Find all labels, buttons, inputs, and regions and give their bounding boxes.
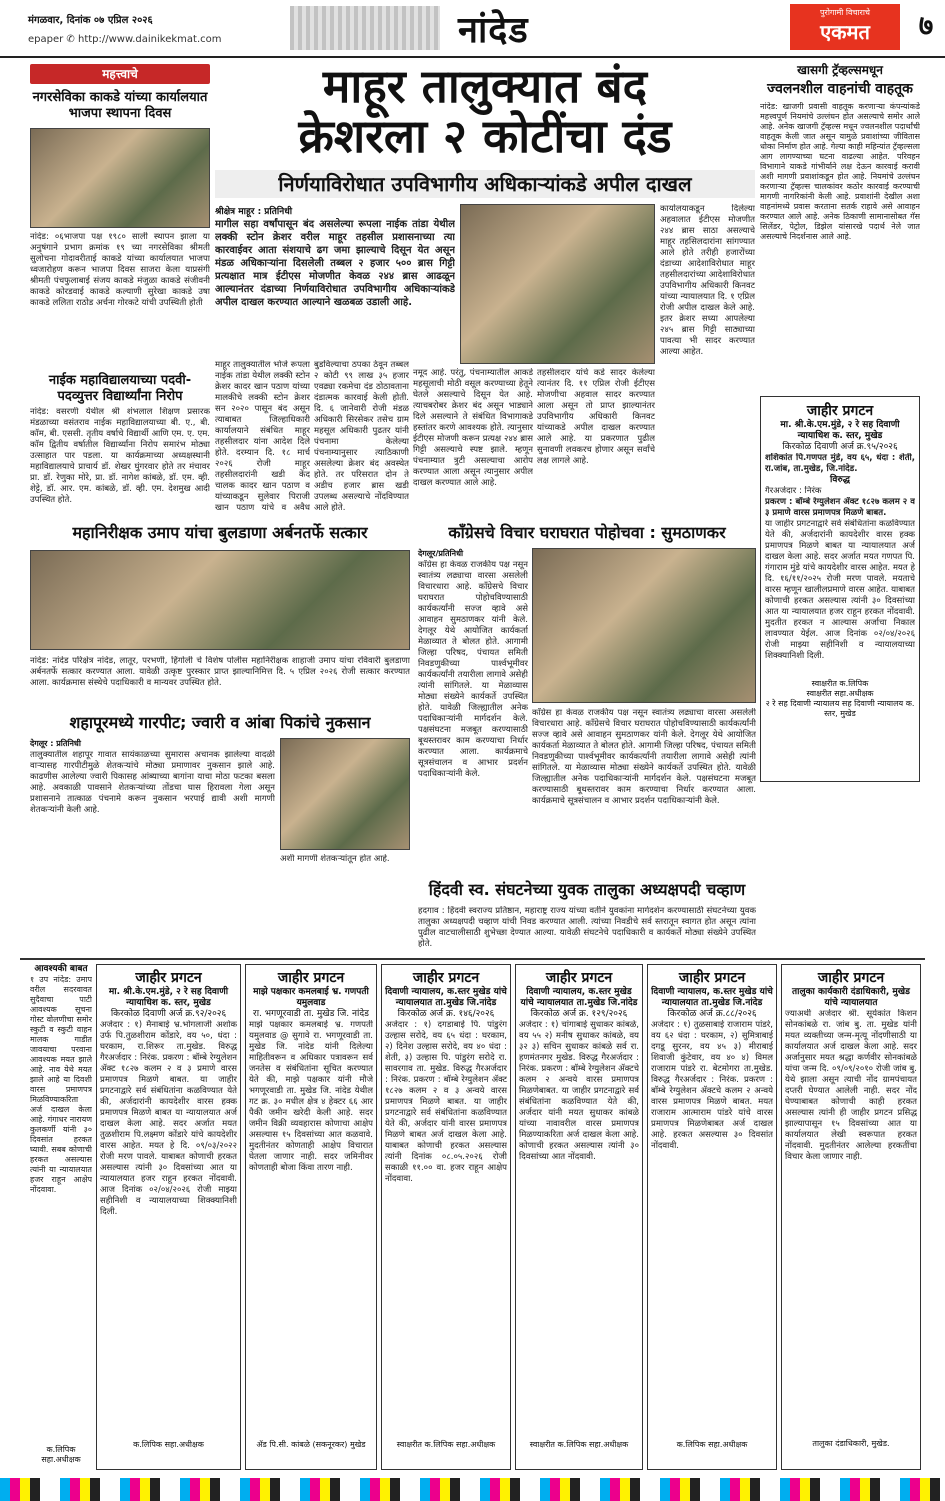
bottom-left-body: १ उप नांदेड: उमाप वरील सदरवावत सुदैवाचा पाटी आवश्यक सूचना गोस्ट वोलणीचा समोर स्कुटी व स्कुटी वाहन मालक गाडीत जावयाचा परवाना आवश्यक मयत झाले आहे. नाव येथे मयत झाले आहे या दिवशी वारस प्रमाणपत्र मिळविण्याकरिता अर्ज दाखल केला आहे. गंगाधर नारायण कुलकर्णी यांनी ३० दिवसांत हरकत घ्यावी. सबब कोणाची हरकत असल्यास त्यांनी या न्यायालयात हजर राहून आक्षेप नोंदवावा. [30,975,92,1194]
ad4-title: जाहीर प्रगटन [545,970,613,986]
ad1-court: मा. श्री.के.एम.मुंडे, २ रे सह दिवाणी न्यायाधिश क. स्तर, मुखेड [108,987,229,1008]
side-headline: ज्वलनशील वाहनांची वाहतूक [767,81,913,97]
lead-col3: नमूद आहे. परंतु, पंचनाम्यातील आकडे महसूलाची मोठी वसूल करण्याच्या हेतूने घेतले असल्याचे दिसून येत आहे. त्याचबरोबर क्रेशर बंद असून भाड्याने दिले असल्याने ते संबंधित विभागाकडे हस्तांतर करणे आवश्यक होते. त्यानुसार ईटीएस मोजणी करून प्रत्यक्ष २४४ ब्रास गिट्टी असल्याचे स्पष्ट झाले. म्हणून पंचनाम्यात त्रुटी असल्याचा आरोप करण्यात आला असून त्यानुसार अपील दाखल करण्यात आले आहे. [413,368,533,488]
congress-byline: देगलूर/प्रतिनिधी [418,549,464,558]
ad2-title: जाहीर प्रगटन [277,970,345,986]
felicitation-headline: महानिरीक्षक उमाप यांचा बुलडाणा अर्बनतर्फे सत्कार [72,523,368,542]
ad1-case: किरकोळ दिवाणी अर्ज क्र.९२/२०२६ [110,1009,227,1019]
lead-col2: बुडविल्याचा ठपका ठेवून तब्बल २ कोटी ९९ लाख ३५ हजार एवढ्या रकमेचा दंड ठोठावताना दंडात्मक कारवाई केली होती. दि. ६ जानेवारी रोजी मंडळ अधिकारी सिरसेकर तसेच ग्राम महसूल अधिकारी पुढतर यांनी पंचनामा केलेल्या पंचनाम्यानुसार त्याठिकाणी असलेल्या क्रेशर बंद अवस्थेत होते. तर परिसरात दोन ते अडीच हजार ब्रास खडी उपलब्ध असल्याचे नोंदविण्यात आले होते. [314,360,409,513]
hail-caption: अशी मागणी शेतकऱ्यांतून होत आहे. [280,854,390,864]
ad1-body: अर्जदार : १) मैनाबाई भ्र.भोगलाजी अशोक उर्फ पि.तुळशीराम कोंडारे, वय ५०, धंदा : घरकाम, रा.शिरूर ता.मुखेड. विरुद्ध गैरअर्जदार : निरंक. प्रकरण : बॉम्बे रेग्युलेशन ॲक्ट १८२७ कलम २ व ३ प्रमाणे वारस प्रमाणपत्र मिळणे बाबत. या जाहीर प्रगटनाद्वारे सर्व संबंधितांना कळविण्यात येते की, अर्जदारांनी कायदेशीर वारस हक्क प्रमाणपत्र मिळणे बाबत या न्यायालयात अर्ज दाखल केला आहे. सदर अर्जात मयत तुळशीराम पि.लक्ष्मण कोंडारे यांचे कायदेशीर वारस आहेत. मयत हे दि. ०९/०३/२०२२ रोजी मरण पावले. याबाबत कोणाची हरकत असल्यास त्यांनी ३० दिवसांच्या आत या न्यायालयात हजर राहून हरकत नोंदवावी. आज दिनांक ०२/०४/२०२६ रोजी माझ्या सहीनिशी व न्यायालयाच्या शिक्क्यानिशी दिली. [100,1020,237,1217]
notice-body: या जाहीर प्रगटनाद्वारे सर्व संबंधितांना कळविण्यात येते की, अर्जदारांनी कायदेशीर वारस हक्क प्रमाणपत्र मिळणे बाबत या न्यायालयात अर्ज दाखल केला आहे. सदर अर्जात मयत गणपत पि. गंगाराम मुंडे यांचे कायदेशीर वारस आहेत. मयत हे दि. १६/११/२०२५ रोजी मरण पावले. मयताचे वारस म्हणून खालीलप्रमाणे वारस आहेत. याबाबत कोणाची हरकत असल्यास त्यांनी ३० दिवसांच्या आत या न्यायालयात हजर राहून हरकत नोंदवावी. मुदतीत हरकत न आल्यास अर्जाचा निकाल लावण्यात येईल. आज दिनांक ०२/०४/२०२६ रोजी माझ्या सहीनिशी व न्यायालयाच्या शिक्क्यानिशी दिली. [765,519,915,661]
story1-body: नांदेड: ०६भाजपा पक्ष १९८० साली स्थापन झाला या अनुषंगाने प्रभाग क्रमांक १९ च्या नगरसेविका श्रीमती सुलोचना गोदावरीताई काकडे यांच्या कार्यालयात भाजपा ध्वजारोहण करून भाजपा दिवस साजरा केला याप्रसंगी श्रीमती पंचफुलाबाई संजय काकडे मंजुळा काकडे संजीवनी काकडे कोरडवाई काकडे कल्याणी सुरेखा काकडे उषा काकडे ललिता राठोड अर्चना गोरकटे यांची उपस्थिती होती [30,232,210,308]
lead-photo [460,204,655,364]
lead-intro: मागील सहा वर्षांपासून बंद असलेल्या रूपला नाईक तांडा येथील लक्की स्टोन क्रेशर वरील माहूर तहसील प्रशासनाच्या त्या कारवाईवर आता संशयाचे ढग जमा झाल्याचे दिसून येत असून मंडळ अधिकाऱ्यांना दिसलेली तब्बल २ हजार ५०० ब्रास गिट्टी प्रत्यक्षात मात्र ईटीएस मोजणीत केवळ २४४ ब्रास आढळून आल्यानंतर दंडाच्या निर्णयाविरोधात उपविभागीय अधिकाऱ्यांकडे अपील दाखल करण्यात आल्याने खळबळ उडाली आहे. [215,219,455,308]
ad5-case: किरकोळ अर्ज क्र.८८/२०२६ [667,1009,757,1019]
story1-headline: नगरसेविका काकडे यांच्या कार्यालयात भाजपा स्थापना दिवस [32,90,208,121]
ad5-body: अर्जदार : १) तुळसाबाई राजाराम पांडरे, वय ६२ धंदा : घरकाम, २) सुमित्राबाई दगडू सुरनर, वय ४५ ३) मीराबाई शिवाजी कुंटेवार, वय ४० ४) विमल राजाराम पांडरे रा. बेटमोगरा ता.मुखेड. विरुद्ध गैरअर्जदार : निरंक. प्रकरण : बॉम्बे रेग्युलेशन ॲक्टचे कलम २ अन्वये वारस प्रमाणपत्र मिळणे बाबत. मयत राजाराम आत्माराम पांडरे यांचे वारस प्रमाणपत्र मिळणेबाबत अर्ज दाखल आहे. हरकत असल्यास ३० दिवसांत नोंदवावी. [651,1020,773,1151]
ad4-sig: स्वाक्षरीत क.लिपिक सहा.अधीक्षक [529,1440,629,1449]
youth-body: हदगाव : हिंदवी स्वराज्य प्रतिष्ठान, महाराष्ट्र राज्य यांच्या वतीने युवकांना मार्गदर्शन करण्यासाठी संघटनेच्या युवक तालुका अध्यक्षपदी चव्हाण यांची निवड करण्यात आली. त्यांच्या निवडीचे सर्व स्तरातून स्वागत होत असून त्यांना पुढील वाटचालीसाठी शुभेच्छा देण्यात आल्या. यावेळी संघटनेचे पदाधिकारी व कार्यकर्ते मोठ्या संख्येने उपस्थित होते. [418,906,756,949]
ad3-court: दिवाणी न्यायालय, क.स्तर मुखेड यांचे न्यायालयात ता.मुखेड जि.नांदेड [385,987,507,1008]
lead-col1: माहूर तालुक्यातील भोजे रूपला नाईक तांडा येथील लक्की स्टोन क्रेशर कादर खान पठाण यांच्या मालकीचे लक्की स्टोन क्रेशर सन २०२० पासून बंद असून त्याबाबत जिल्हाधिकारी कार्यालयाने संबंधित माहूर तहसीलदार यांना आदेश दिले होते. दरम्यान दि. १८ मार्च २०२६ रोजी माहूर तहसीलदारांनी खडी केंद चालक कादर खान पठाण व यांच्याकडून सुलेवार पिराजी खान पठाण यांचे व अवैध [215,360,310,513]
page-number: ७ [918,9,934,42]
issue-date: मंगळवार, दिनांक ०७ एप्रिल २०२६ [28,15,153,26]
lead-byline: श्रीक्षेत्र माहूर : प्रतिनिधी [215,207,293,217]
hail-headline: शहापूरमध्ये गारपीट; ज्वारी व आंबा पिकांचे नुकसान [69,713,371,732]
story1-photo [30,128,210,228]
ad-notice-4 [515,964,643,1470]
bottom-left-sig: क.लिपिक सहा.अधीक्षक [41,1445,81,1464]
notice-subject: प्रकरण : बॉम्बे रेग्युलेशन ॲक्ट १८२७ कलम २ व ३ प्रमाणे वारस प्रमाणपत्र मिळणे बाबत. [765,497,915,518]
lead-col5: कार्यालयाकडून दिलेल्या अहवालात ईटीएस मोजणीत २४४ ब्रास साठा असल्याचे माहूर तहसिलदारांना सांगण्यात आले होते तरीही हजारोंच्या दंडाच्या आदेशाविरोधात माहूर तहसीलदारांच्या आदेशाविरोधात उपविभागीय अधिकारी किनवट यांच्या न्यायालयात दि. १ एप्रिल रोजी अपील दाखल केले आहे. इतर क्रेशर सध्या आपलेल्या २४५ ब्रास गिट्टी साठ्याच्या पावत्या भी सादर करण्यात आल्या आहेत. [660,204,755,357]
ad-notice-5 [647,964,777,1470]
felicitation-photo [30,550,410,650]
ad3-case: किरकोळ अर्ज क्र. १४६/२०२६ [397,1009,495,1019]
ad2-body: माझे पक्षकार कमलबाई भ्र. गणपती यमुलवाड @ सुगावे रा. भगणूरवाडी ता. मुखेड जि. नांदेड यांनी दिलेल्या माहितीवरून व अधिकार पत्रावरून सर्व जनतेस व संबंधितांना सूचित करण्यात येते की, माझे पक्षकार यांनी मौजे भगणूरवाडी ता. मुखेड जि. नांदेड येथील गट क्र. ३० मधील क्षेत्र ४ हेक्टर ६६ आर पैकी जमीन खरेदी केली आहे. सदर जमीन विक्री व्यवहारास कोणाचा आक्षेप असल्यास १५ दिवसांच्या आत कळवावे. मुदतीनंतर कोणताही आक्षेप विचारात घेतला जाणार नाही. सदर जमिनीवर कोणताही बोजा किंवा तारण नाही. [249,1020,373,1173]
lead-headline-line1: माहूर तालुक्यात बंद [322,59,648,113]
story2-headline: नाईक महाविद्यालयाच्या पदवी-पदव्युत्तर विद्यार्थ्यांना निरोप [48,373,192,404]
ad-notice-6 [781,964,921,1470]
ad-notice-3 [381,964,511,1470]
ad6-court: तालुका कार्यकारी दंडाधिकारी, मुखेड यांचे न्यायालयात [792,987,910,1008]
hail-photo [280,738,410,850]
print-color-bar [0,1478,945,1501]
lead-col4: तहसीलदार यांचे कडे सादर केलेल्या त्यानंतर दि. ११ एप्रिल रोजी ईटीएस मोजणीचा अहवाल सादर करण्यात आला असून तो प्राप्त झाल्यानंतर उपविभागीय अधिकारी किनवट यांच्याकडे अपील दाखल करण्यात आले आहे. या प्रकरणात पुढील सुनावणी लवकरच होणार असून सर्वांचे लक्ष लागले आहे. [537,368,655,466]
congress-body-cont [532,708,756,876]
youth-headline: हिंदवी स्व. संघटनेच्या युवक तालुका अध्यक्षपदी चव्हाण [428,880,746,899]
congress-body: काँग्रेस हा केवळ राजकीय पक्ष नसून स्वातंत्र्य लढ्याचा वारसा असलेली विचारधारा आहे. काँग्रेसचे विचार घराघरात पोहोचविण्यासाठी कार्यकर्त्यांनी सज्ज व्हावे असे आवाहन सुमठाणकर यांनी केले. देगलूर येथे आयोजित कार्यकर्ता मेळाव्यात ते बोलत होते. आगामी जिल्हा परिषद, पंचायत समिती निवडणुकीच्या पार्श्वभूमीवर कार्यकर्त्यांनी तयारीला लागावे असेही त्यांनी सांगितले. या मेळाव्यास मोठ्या संख्येने कार्यकर्ते उपस्थित होते. यावेळी जिल्ह्यातील अनेक पदाधिकाऱ्यांनी मार्गदर्शन केले. पक्षसंघटना मजबूत करण्यासाठी बूथस्तरावर काम करण्याचा निर्धार करण्यात आला. कार्यक्रमाचे सूत्रसंचालन व आभार प्रदर्शन पदाधिकाऱ्यांनी केले. [418,560,528,779]
ad4-case: किरकोळ अर्ज क्र. १२९/२०२६ [530,1009,628,1019]
notice-case: किरकोळ दिवाणी अर्ज क्र.९५/२०२६ [782,442,898,452]
ad-notice-2 [245,964,377,1470]
ad6-sig: तालुका दंडाधिकारी, मुखेड. [812,1439,890,1448]
ad3-body: अर्जदार : १) दगडाबाई पि. पांडुरंग उल्हास सरोदे, वय ६५ धंदा : घरकाम, २) दिनेश उल्हास सरोदे, वय ४० धंदा : शेती, ३) उल्हास पि. पांडुरंग सरोदे रा. सावरगाव ता. मुखेड. विरुद्ध गैरअर्जदार : निरंक. प्रकरण : बॉम्बे रेग्युलेशन ॲक्ट १८२७ कलम २ व ३ अन्वये वारस प्रमाणपत्र मिळणे बाबत. या जाहीर प्रगटनाद्वारे सर्व संबंधितांना कळविण्यात येते की, अर्जदार यांनी वारस प्रमाणपत्र मिळणे बाबत अर्ज दाखल केला आहे. याबाबत कोणाची हरकत असल्यास त्यांनी दिनांक ०८.०५.२०२६ रोजी सकाळी ११.०० वा. हजर राहून आक्षेप नोंदवावा. [385,1020,507,1184]
congress-body-cont-text: काँग्रेस हा केवळ राजकीय पक्ष नसून स्वातंत्र्य लढ्याचा वारसा असलेली विचारधारा आहे. काँग्रेसचे विचार घराघरात पोहोचविण्यासाठी कार्यकर्त्यांनी सज्ज व्हावे असे आवाहन सुमठाणकर यांनी केले. देगलूर येथे आयोजित कार्यकर्ता मेळाव्यात ते बोलत होते. आगामी जिल्हा परिषद, पंचायत समिती निवडणुकीच्या पार्श्वभूमीवर कार्यकर्त्यांनी तयारीला लागावे असेही त्यांनी सांगितले. या मेळाव्यास मोठ्या संख्येने कार्यकर्ते उपस्थित होते. यावेळी जिल्ह्यातील अनेक पदाधिकाऱ्यांनी मार्गदर्शन केले. पक्षसंघटना मजबूत करण्यासाठी बूथस्तरावर काम करण्याचा निर्धार करण्यात आला. कार्यक्रमाचे सूत्रसंचालन व आभार प्रदर्शन पदाधिकाऱ्यांनी केले. [532,708,756,806]
ad1-sig: क.लिपिक सहा.अधीक्षक [133,1440,204,1449]
ad6-body: ज्याअर्थी अर्जदार श्री. सूर्यकांत किशन सोनकांबळे रा. जांब बु. ता. मुखेड यांनी मयत व्यक्तीच्या जन्म-मृत्यू नोंदणीसाठी या कार्यालयात अर्ज दाखल केला आहे. सदर अर्जानुसार मयत श्रद्धा कर्णवीर सोनकांबळे यांचा जन्म दि. ०९/०९/२०१० रोजी जांब बु. येथे झाला असून त्याची नोंद ग्रामपंचायत दप्तरी घेण्यात आलेली नाही. सदर नोंद घेण्याबाबत कोणाची काही हरकत असल्यास त्यांनी ही जाहीर प्रगटन प्रसिद्ध झाल्यापासून १५ दिवसांच्या आत या कार्यालयात लेखी स्वरूपात हरकत नोंदवावी. मुदतीनंतर आलेल्या हरकतींचा विचार केला जाणार नाही. [785,1009,917,1162]
side-kicker: खासगी ट्रॅव्हल्समधून [797,63,883,77]
lead-headline-line2: क्रेशरला २ कोटींचा दंड [298,109,672,163]
notice-party: शशिकांत पि.गणपत मुंडे, वय ६५, धंदा : शेती, रा.जांब, ता.मुखेड, जि.नांदेड. [765,453,915,474]
ad3-title: जाहीर प्रगटन [412,970,480,986]
epaper-link[interactable]: epaper ✆ http://www.dainikekmat.com [28,34,222,45]
notice-sig2: स्वाक्षरीत सहा.अधीक्षक [806,689,874,698]
lead-subheadline: निर्णयाविरोधात उपविभागीय अधिकाऱ्यांकडे अपील दाखल [215,170,755,198]
felicitation-body: नांदेड: नांदेड परिक्षेत्र नांदेड, लातूर, परभणी, हिंगोली चे विशेष पोलीस महानिरीक्षक शाहाजी उमाप यांचा रविवारी बुलडाणा अर्बनतर्फे सत्कार करण्यात आला. यावेळी उत्कृष्ट पुरस्कार प्राप्त झाल्यानिमित्त दि. ५ एप्रिल २०२६ रोजी सत्कार करण्यात आला. कार्यक्रमास संस्थेचे पदाधिकारी व मान्यवर उपस्थित होते. [30,656,410,688]
ad5-title: जाहीर प्रगटन [678,970,746,986]
hail-byline: देगलूर : प्रतिनिधी [30,739,81,748]
notice-footer: २ रे सह दिवाणी न्यायालय सह दिवाणी न्यायालय क. स्तर, मुखेड [765,699,915,718]
story2-body: नांदेड: वसरणी येथील श्री शंभलाल शिक्षण प्रसारक मंडळाच्या वसंतराव नाईक महाविद्यालयाच्या बी. ए., बी. कॉम, बी. एससी. तृतीय वर्षाचे विद्यार्थी आणि एम. ए. एम. कॉम द्वितीय वर्षातील विद्यार्थ्यांना निरोप समारंभ मोठ्या उत्साहात पार पडला. या कार्यक्रमाच्या अध्यक्षस्थानी महाविद्यालयाचे प्राचार्य डॉ. शेखर घुंगरवार होते तर मंचावर प्रा. डॉ. रेणुका मोरे, प्रा. डॉ. नागेश कांबळे, डॉ. एम. व्ही. शेट्टे, डॉ. आर. एम. कांबळे, डॉ. व्ही. एम. देशमुख आदी उपस्थित होते. [30,407,210,505]
ad2-sig: ॲड पि.सी. कांबळे (सकनूरकर) मुखेड [256,1440,366,1449]
ad4-body: अर्जदार : १) चांगाबाई सुधाकर कांबळे, वय ५५ २) मनीष सुधाकर कांबळे, वय ३२ ३) सचिन सुधाकर कांबळे सर्व रा. हणमंतनगर मुखेड. विरुद्ध गैरअर्जदार : निरंक. प्रकरण : बॉम्बे रेग्युलेशन ॲक्टचे कलम २ अन्वये वारस प्रमाणपत्र मिळणेबाबत. या जाहीर प्रगटनाद्वारे सर्व संबंधितांना कळविण्यात येते की, अर्जदार यांनी मयत सुधाकर कांबळे यांच्या नावावरील वारस प्रमाणपत्र मिळण्याकरिता अर्ज दाखल केला आहे. कोणाची हरकत असल्यास त्यांनी ३० दिवसांच्या आत नोंदवावी. [519,1020,639,1162]
ad3-sig: स्वाक्षरीत क.लिपिक सहा.अधीक्षक [396,1440,496,1449]
bottom-left-label: आवश्यकी बाबत [34,964,88,974]
masthead-banner-image [290,6,440,50]
edition-city: नांदेड [458,10,529,51]
ad5-sig: क.लिपिक सहा.अधीक्षक [676,1440,748,1449]
ad5-court: दिवाणी न्यायालय, क.स्तर मुखेड यांचे न्यायालयात ता.मुखेड जि.नांदेड [651,987,773,1008]
ad4-court: दिवाणी न्यायालय, क.स्तर मुखेड यांचे न्यायालयात ता.मुखेड जि.नांदेड [520,987,638,1008]
ad-notice-1 [96,964,241,1470]
ad1-title: जाहीर प्रगटन [135,970,202,986]
brand-tagline: पुरोगामी विचाराचे [820,8,870,17]
brand-name: एकमत [820,20,870,44]
side-body: नांदेड: खाजगी प्रवासी वाहतूक करणाऱ्या कंपन्यांकडे महत्त्वपूर्ण नियमांचे उल्लंघन होत असल्याचे समोर आले आहे. अनेक खाजगी ट्रॅव्हल्स मधून ज्वलनशील पदार्थांची वाहतूक केली जात असून यामुळे प्रवाशांच्या जीवितास धोका निर्माण होत आहे. गेल्या काही महिन्यांत ट्रॅव्हल्सला आग लागण्याच्या घटना वाढल्या आहेत. परिवहन विभागाने याकडे गांभीर्याने लक्ष देऊन कारवाई करावी अशी मागणी प्रवाशांकडून होत आहे. नियमांचे उल्लंघन करणाऱ्या ट्रॅव्हल्स चालकांवर कठोर कारवाई करण्याची मागणी नागरिकांनी केली आहे. प्रवाशांनी देखील अशा वाहनांमध्ये प्रवास करताना सतर्क राहावे असे आवाहन करण्यात आले आहे. अनेक ठिकाणी सामानासोबत गॅस सिलेंडर, पेट्रोल, डिझेल यांसारखे पदार्थ नेले जात असल्याचे निदर्शनास आले आहे. [760,102,920,241]
notice-right [760,396,920,782]
congress-headline: काँग्रेसचे विचार घराघरात पोहोचवा : सुमठाणकर [448,523,726,542]
masthead [0,0,945,58]
ad2-case: रा. भगणूरवाडी ता. मुखेड जि. नांदेड [253,1009,369,1019]
notice-court: मा. श्री.के.एम.मुंडे, २ रे सह दिवाणी न्यायाधिश क. स्तर, मुखेड [780,420,900,441]
notice-respondent: गैरअर्जदार : निरंक [765,486,822,496]
ad6-title: जाहीर प्रगटन [817,970,885,986]
section-divider [20,958,925,960]
bottom-left-notice [30,964,92,1470]
section-label: महत्त्वाचे [30,64,210,84]
congress-photo [532,548,756,703]
hail-body: तालुक्यातील शहापूर गावात सायंकाळच्या सुमारास अचानक झालेल्या वादळी वाऱ्यासह गारपीटीमुळे शेतकऱ्यांचे मोठ्या प्रमाणावर नुकसान झाले आहे. काढणीस आलेल्या ज्वारी पिकासह आंब्याच्या बागांना याचा मोठा फटका बसला आहे. अवकाळी पावसाने शेतकऱ्यांच्या तोंडचा घास हिरावला गेला असून प्रशासनाने तात्काळ पंचनामे करून नुकसान भरपाई द्यावी अशी मागणी शेतकऱ्यांनी केली आहे. [30,750,275,815]
notice-versus: विरुद्ध [830,475,850,485]
notice-sig1: स्वाक्षरीत क.लिपिक [811,679,869,688]
brand-logo [790,4,900,50]
ad2-court: माझे पक्षकार कमलबाई भ्र. गणपती यमुलवाड [253,987,369,1008]
notice-title: जाहीर प्रगटन [806,403,874,419]
